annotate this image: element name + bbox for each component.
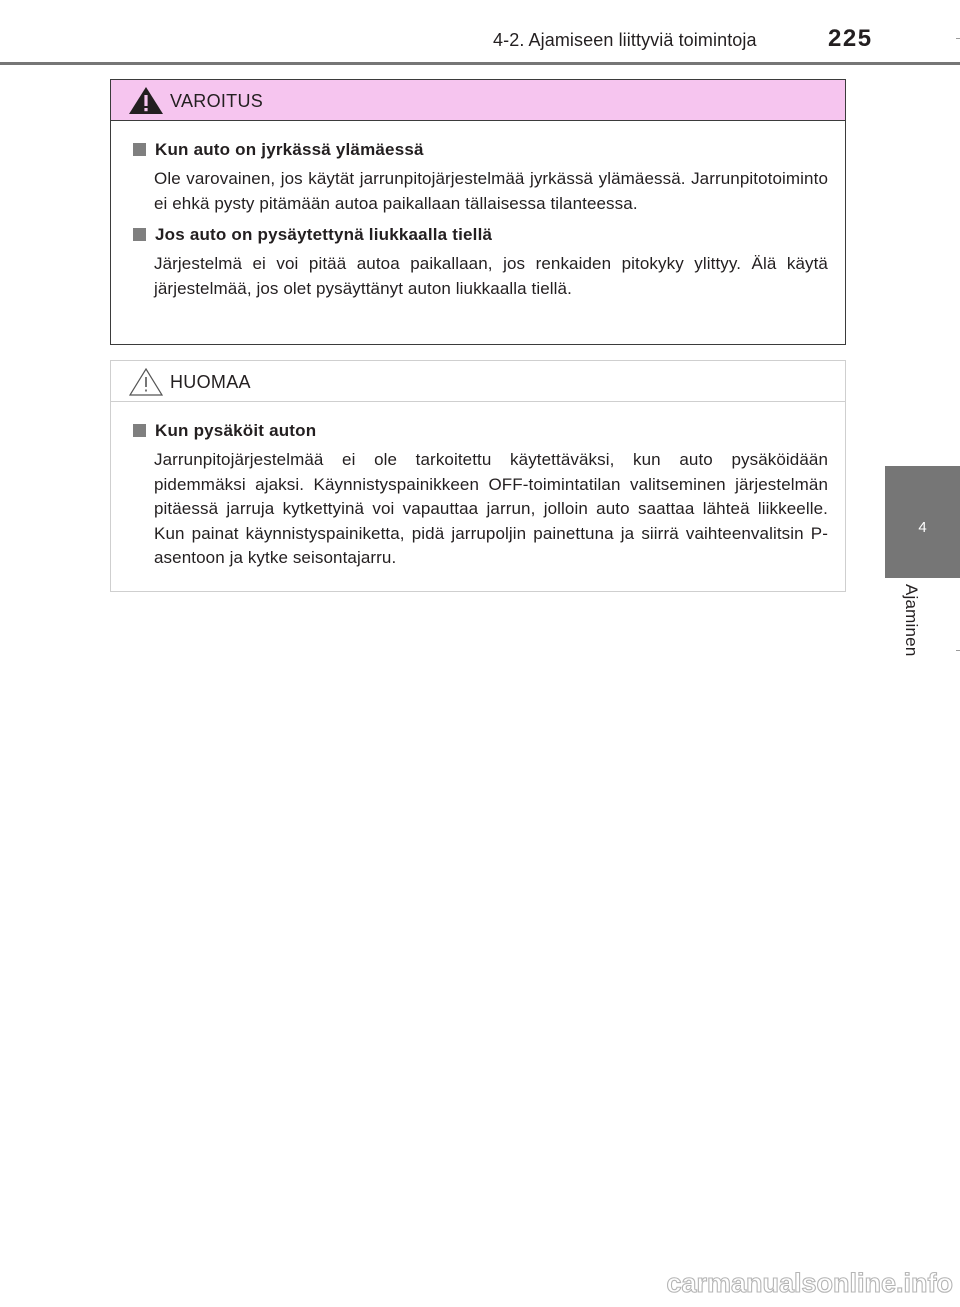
section-title: 4-2. Ajamiseen liittyviä toimintoja <box>493 30 757 50</box>
item-heading-text: Jos auto on pysäytettynä liukkaalla tiellä <box>155 225 493 244</box>
square-bullet-icon <box>133 424 146 437</box>
notice-item <box>131 418 828 571</box>
notice-box-body <box>111 402 845 571</box>
watermark-text: carmanualsonline.info <box>666 1268 953 1298</box>
item-text: Jarrunpitojärjestelmää ei ole tarkoitettu käytettäväksi, kun auto pysäköidään pidemmäksi ajaksi. Käynnistyspainikkeen OFF-toimintatilan valitseminen järjestelmän pitäessä jarruja kytkettyinä voi vapauttaa jarrun, jolloin auto saattaa lähteä liikkeelle. Kun painat käynnistyspainiketta, pidä jarrupoljin painettuna ja siirrä vaihteenvalitsin P-asentoon ja kytke seisontajarru. <box>154 450 828 567</box>
item-text: Järjestelmä ei voi pitää autoa paikallaan, jos renkaiden pitokyky ylittyy. Älä käytä järjestelmää, jos olet pysäyttänyt auton liukkaalla tiellä. <box>154 254 828 298</box>
crop-mark <box>956 650 960 651</box>
page-number: 225 <box>828 25 873 52</box>
warning-triangle-filled-icon <box>127 85 165 116</box>
warning-box-title: VAROITUS <box>170 91 264 111</box>
warning-triangle-outline-icon <box>127 366 165 397</box>
crop-mark <box>956 38 960 39</box>
square-bullet-icon <box>133 228 146 241</box>
warning-box-header <box>111 80 845 121</box>
warning-item <box>131 137 828 216</box>
item-heading-text: Kun pysäköit auton <box>155 421 317 440</box>
chapter-number: 4 <box>918 519 927 536</box>
warning-box-body <box>111 121 845 301</box>
item-heading <box>131 418 828 444</box>
page-header <box>0 0 960 64</box>
notice-box <box>110 360 846 592</box>
watermark <box>655 1264 955 1304</box>
item-heading-text: Kun auto on jyrkässä ylämäessä <box>155 140 424 159</box>
square-bullet-icon <box>133 143 146 156</box>
warning-item <box>131 222 828 301</box>
notice-box-header <box>111 361 845 402</box>
chapter-label: Ajaminen <box>902 584 921 657</box>
warning-box <box>110 79 846 345</box>
item-text: Ole varovainen, jos käytät jarrunpitojärjestelmää jyrkässä ylämäessä. Jarrunpitotoiminto ei ehkä pysty pitämään autoa paikallaan tällaisessa tilanteessa. <box>154 169 828 213</box>
chapter-tab <box>885 466 960 578</box>
header-rule <box>0 62 960 65</box>
notice-box-title: HUOMAA <box>170 372 251 392</box>
item-heading <box>131 137 828 163</box>
item-heading <box>131 222 828 248</box>
